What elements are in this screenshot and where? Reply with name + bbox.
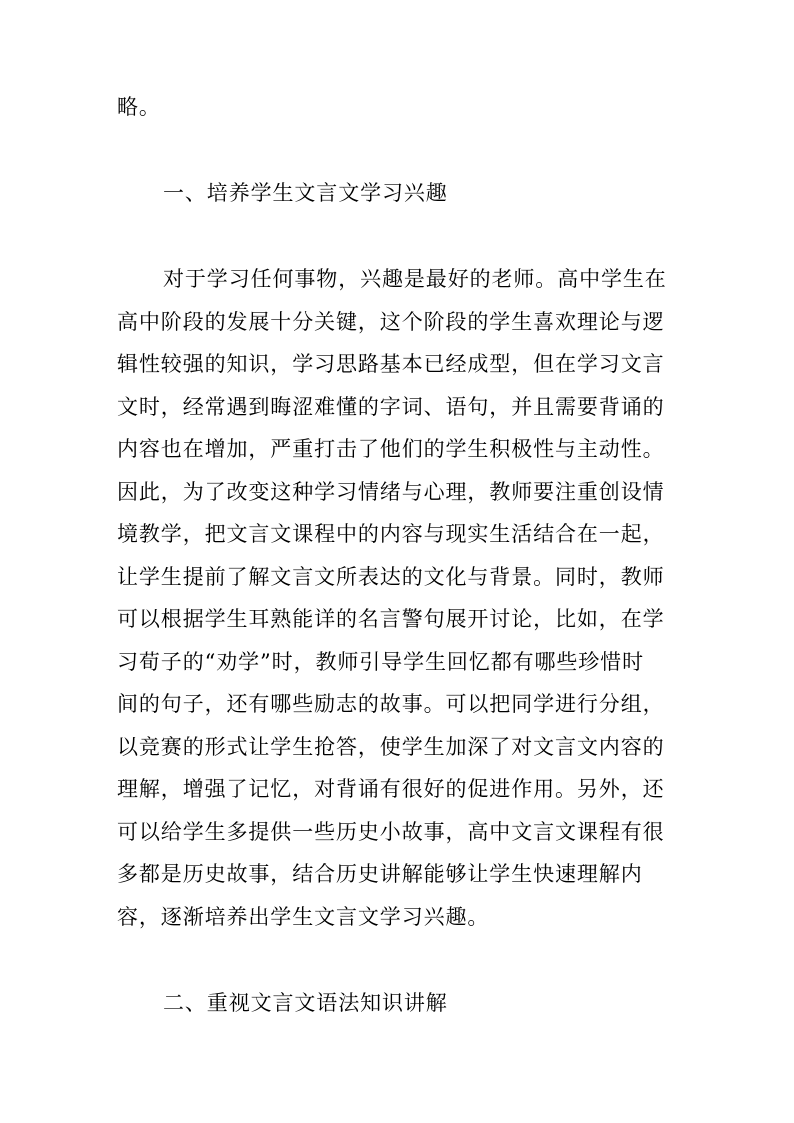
section-heading-2: 二、重视文言文语法知识讲解: [163, 991, 448, 1015]
paragraph-line: 境教学，把文言文课程中的内容与现实生活结合在一起，: [117, 522, 665, 546]
paragraph-line: 让学生提前了解文言文所表达的文化与背景。同时，教师: [117, 565, 665, 589]
paragraph-line: 习荀子的“劝学”时，教师引导学生回忆都有哪些珍惜时: [117, 650, 644, 674]
paragraph-line: 内容也在增加，严重打击了他们的学生积极性与主动性。: [117, 437, 665, 461]
paragraph-line: 理解，增强了记忆，对背诵有很好的促进作用。另外，还: [117, 777, 665, 801]
paragraph-line: 可以给学生多提供一些历史小故事，高中文言文课程有很: [117, 820, 665, 844]
paragraph-line: 对于学习任何事物，兴趣是最好的老师。高中学生在: [163, 267, 667, 291]
paragraph-line: 文时，经常遇到晦涩难懂的字词、语句，并且需要背诵的: [117, 395, 665, 419]
paragraph-line: 多都是历史故事，结合历史讲解能够让学生快速理解内: [117, 862, 643, 886]
paragraph-line: 间的句子，还有哪些励志的故事。可以把同学进行分组，: [117, 692, 665, 716]
paragraph-line: 略。: [117, 95, 161, 119]
paragraph-line: 因此，为了改变这种学习情绪与心理，教师要注重创设情: [117, 480, 665, 504]
section-heading-1: 一、培养学生文言文学习兴趣: [163, 181, 448, 205]
paragraph-line: 可以根据学生耳熟能详的名言警句展开讨论，比如，在学: [117, 607, 665, 631]
paragraph-line: 以竞赛的形式让学生抢答，使学生加深了对文言文内容的: [117, 735, 665, 759]
paragraph-line: 辑性较强的知识，学习思路基本已经成型，但在学习文言: [117, 352, 665, 376]
paragraph-line: 容，逐渐培养出学生文言文学习兴趣。: [117, 905, 490, 929]
paragraph-line: 高中阶段的发展十分关键，这个阶段的学生喜欢理论与逻: [117, 310, 665, 334]
